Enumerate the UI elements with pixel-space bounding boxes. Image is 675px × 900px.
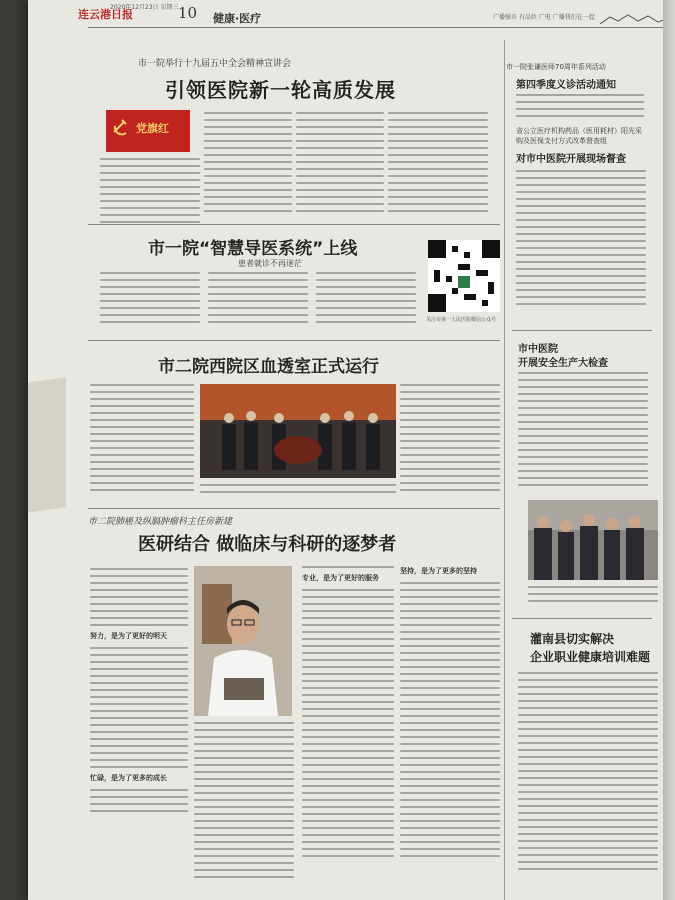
column-divider [504,40,505,900]
article4-subhead: 坚持，是为了更多的坚持 [400,567,477,575]
right-headline4-line2: 企业职业健康培训难题 [530,650,651,664]
article4-kicker: 市二院肺癌及纵膈肿瘤科主任房新建 [88,517,233,527]
newspaper-page [28,0,670,900]
article2-headline: 市一院“智慧导医系统”上线 [148,239,358,259]
article3-body-col1 [90,384,194,496]
article1-headline: 引领医院新一轮高质发展 [165,78,396,102]
article2-subhead: 患者就诊不再迷茫 [238,259,302,268]
article4-body-col3 [302,566,394,862]
section-divider [512,618,652,619]
article4-body-col4 [400,566,500,862]
section-divider [88,224,500,225]
article1-body-col3 [296,112,384,217]
page-number: 10 [178,4,198,22]
right-headline3-line1: 市中医院 [518,344,558,355]
inspection-group-photo [528,500,658,580]
header-rule [88,27,668,28]
paper-fold [28,377,66,512]
qr-code-icon [428,240,500,312]
right-body4 [518,672,658,875]
date-line: 2020年12月23日 星期三 [110,4,179,11]
article3-headline: 市二院西院区血透室正式运行 [158,357,379,377]
slogan: 广播强市 有品位 广电 广播我们在一起 [493,14,595,21]
right-body1 [516,94,644,122]
right-kicker2: 省公立医疗机构药品（医用耗材）阳光采购及医保支付方式改革督查组 [516,127,642,145]
article2-body-col2 [208,272,308,328]
article1-body-col2 [204,112,292,217]
article4-subhead: 忙碌，是为了更多的成长 [90,774,167,782]
article4-subhead: 努力，是为了更好的明天 [90,632,167,640]
hammer-sickle-icon [110,116,132,138]
article4-subhead: 专业，是为了更好的服务 [302,574,379,582]
article1-kicker: 市一院举行十九届五中全会精神宣讲会 [138,59,292,69]
right-kicker1: 市一院张谦医师70周年系列活动 [506,63,606,71]
article2-body-col1 [100,272,200,328]
section-divider [88,340,500,341]
right-body2 [516,170,646,310]
article4-headline: 医研结合 做临床与科研的逐梦者 [138,534,397,555]
dialysis-ribbon-photo [200,384,396,478]
article3-caption [200,484,396,498]
right-headline4-line1: 灌南县切实解决 [530,632,615,646]
right-headline2: 对市中医院开展现场督查 [516,154,626,165]
right-headline1: 第四季度义诊活动通知 [516,80,616,91]
right-photo-caption [528,586,658,607]
section-divider [512,330,652,331]
section-divider [88,508,500,509]
section-title: 健康·医疗 [213,12,262,25]
right-headline3-line2: 开展安全生产大检查 [518,358,608,369]
article4-body-col1 [90,568,188,817]
right-body3 [518,372,648,491]
paper-name: 连云港日报 [78,8,133,21]
flag-text: 党旗红 [136,122,169,135]
doctor-portrait-photo [194,566,292,716]
qr-code-image [428,240,500,312]
article4-body-col2 [194,722,294,883]
article1-body-col4 [388,112,488,217]
mountain-icon [600,14,670,24]
qr-caption: 关注市第一人民医院微信公众号 [426,317,497,323]
desk-surface [663,0,675,900]
article2-body-col3 [316,272,416,328]
article1-body-col1 [100,158,200,228]
article3-body-col2 [400,384,500,496]
